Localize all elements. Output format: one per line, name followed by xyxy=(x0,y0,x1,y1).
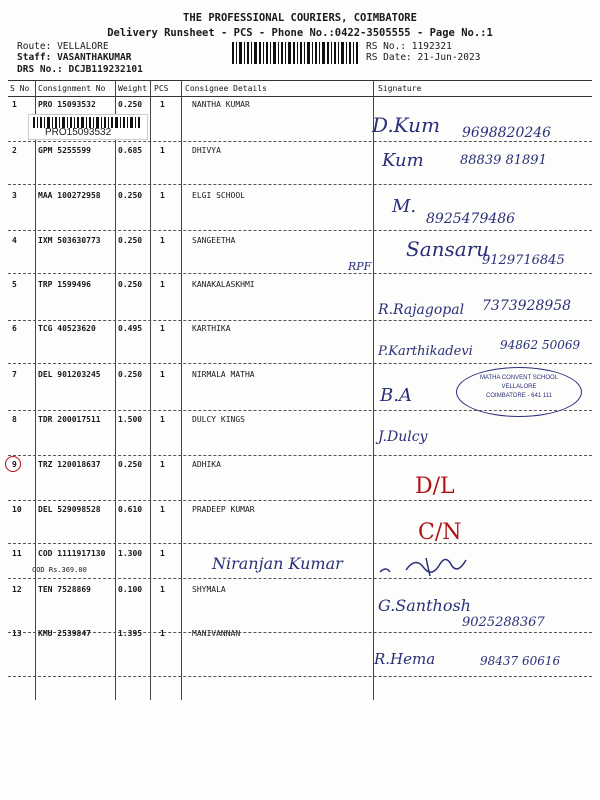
phone-note: 9025288367 xyxy=(462,615,545,630)
route-value: VELLALORE xyxy=(57,41,109,52)
consignee-handwritten: Niranjan Kumar xyxy=(212,554,343,573)
row-weight: 1.395 xyxy=(118,629,143,638)
row-weight: 0.250 xyxy=(118,100,143,109)
row-consignment: KMU 2539847 xyxy=(38,629,91,638)
row-consignee: MANIVANNAN xyxy=(192,629,241,638)
row-sno: 6 xyxy=(12,324,17,333)
row-consignee: SANGEETHA xyxy=(192,236,236,245)
col-header-sno: S No xyxy=(10,84,30,93)
drs-line xyxy=(17,64,143,75)
stamp-line: VELLALORE xyxy=(501,384,537,390)
col-divider xyxy=(35,80,36,700)
row-sno: 3 xyxy=(12,191,17,200)
table-top-rule xyxy=(8,80,592,81)
row-consignee: NANTHA KUMAR xyxy=(192,100,250,109)
row-consignment: PRO 15093532 xyxy=(38,100,96,109)
row-separator xyxy=(8,320,592,321)
row-sno: 11 xyxy=(12,549,22,558)
col-header-pcs: PCS xyxy=(154,84,169,93)
row-pcs: 1 xyxy=(160,191,165,200)
row-pcs: 1 xyxy=(160,585,165,594)
row-pcs: 1 xyxy=(160,629,165,638)
phone-note: 94862 50069 xyxy=(500,338,581,352)
signature: Sansaru xyxy=(406,237,490,261)
row-sno: 1 xyxy=(12,100,17,109)
col-divider xyxy=(181,80,182,700)
signature: B.A xyxy=(380,385,412,406)
row-weight: 1.500 xyxy=(118,415,143,424)
rs-no-value: 1192321 xyxy=(411,41,452,52)
row-consignee: SHYMALA xyxy=(192,585,226,594)
signature: D.Kum xyxy=(372,113,441,137)
row-consignee: NIRMALA MATHA xyxy=(192,370,255,379)
row-weight: 0.685 xyxy=(118,146,143,155)
row-weight: 0.610 xyxy=(118,505,143,514)
row-consignment: TDR 200017511 xyxy=(38,415,101,424)
rs-date-value: 21-Jun-2023 xyxy=(417,52,481,63)
row-consignee: ADHIKA xyxy=(192,460,221,469)
table-header-rule xyxy=(8,96,592,97)
signature: G.Santhosh xyxy=(378,596,471,615)
row-pcs: 1 xyxy=(160,415,165,424)
signature: M. xyxy=(392,196,417,217)
row-pcs: 1 xyxy=(160,549,165,558)
staff-label: Staff: xyxy=(17,52,52,63)
row-separator xyxy=(8,500,592,501)
row-consignment: DEL 529098528 xyxy=(38,505,101,514)
signature-scribble xyxy=(376,552,496,580)
signature: C/N xyxy=(418,520,462,545)
row-weight: 0.250 xyxy=(118,280,143,289)
row-sno: 10 xyxy=(12,505,22,514)
row-consignment: TEN 7528869 xyxy=(38,585,91,594)
col-divider xyxy=(115,80,116,700)
rs-date-label: RS Date: xyxy=(366,52,412,63)
row-consignment: TRP 1599496 xyxy=(38,280,91,289)
row-separator xyxy=(8,363,592,364)
col-divider xyxy=(150,80,151,700)
row-consignee: KANAKALASKHMI xyxy=(192,280,255,289)
row-consignee: KARTHIKA xyxy=(192,324,231,333)
row-separator xyxy=(8,410,592,411)
row-sno: 7 xyxy=(12,370,17,379)
rpf-note: RPF xyxy=(348,260,372,273)
barcode-sticker xyxy=(28,114,148,140)
runsheet-subtitle: Delivery Runsheet - PCS - Phone No.:0422-3505555 - Page No.:1 xyxy=(107,27,493,39)
route-line xyxy=(17,41,109,52)
row-consignment: TRZ 120018637 xyxy=(38,460,101,469)
row-sno: 9 xyxy=(12,460,17,469)
signature: R.Hema xyxy=(374,650,436,668)
row-separator xyxy=(8,455,592,456)
row-pcs: 1 xyxy=(160,324,165,333)
phone-note: 88839 81891 xyxy=(460,153,547,168)
row-consignment: COD 1111917130 xyxy=(38,549,106,558)
cod-amount: COD Rs.369.00 xyxy=(32,566,87,574)
col-header-consignment: Consignment No xyxy=(38,84,106,93)
row-pcs: 1 xyxy=(160,236,165,245)
row-consignee: DULCY KINGS xyxy=(192,415,245,424)
signature: J.Dulcy xyxy=(378,429,428,445)
row-weight: 1.300 xyxy=(118,549,143,558)
staff-value: VASANTHAKUMAR xyxy=(57,52,132,63)
phone-note: 9129716845 xyxy=(482,253,565,268)
row-consignee: ELGI SCHOOL xyxy=(192,191,245,200)
row-pcs: 1 xyxy=(160,100,165,109)
rs-date-line xyxy=(366,52,480,63)
row-pcs: 1 xyxy=(160,460,165,469)
phone-note: 98437 60616 xyxy=(480,654,561,668)
row-separator xyxy=(8,543,592,544)
row-pcs: 1 xyxy=(160,280,165,289)
row-separator xyxy=(8,578,592,579)
rs-no-line xyxy=(366,41,452,52)
phone-note: 8925479486 xyxy=(426,211,516,227)
row-sno: 4 xyxy=(12,236,17,245)
row-pcs: 1 xyxy=(160,146,165,155)
drs-value: DCJB119232101 xyxy=(68,64,143,75)
signature: R.Rajagopal xyxy=(378,302,465,318)
runsheet-barcode xyxy=(232,42,358,64)
row-consignee: PRADEEP KUMAR xyxy=(192,505,255,514)
drs-label: DRS No.: xyxy=(17,64,63,75)
rs-no-label: RS No.: xyxy=(366,41,407,52)
row-weight: 0.250 xyxy=(118,460,143,469)
row-consignee: DHIVYA xyxy=(192,146,221,155)
row-sno: 5 xyxy=(12,280,17,289)
row-pcs: 1 xyxy=(160,370,165,379)
row-pcs: 1 xyxy=(160,505,165,514)
col-header-weight: Weight xyxy=(118,84,147,93)
row-weight: 0.100 xyxy=(118,585,143,594)
staff-line xyxy=(17,52,131,63)
stamp-line: COIMBATORE - 641 111 xyxy=(486,393,552,399)
row-consignment: MAA 100272958 xyxy=(38,191,101,200)
row-weight: 0.250 xyxy=(118,370,143,379)
row-sno: 13 xyxy=(12,629,22,638)
row-sno: 8 xyxy=(12,415,17,424)
signature: P.Karthikadevi xyxy=(378,344,473,359)
row-weight: 0.250 xyxy=(118,236,143,245)
row-consignment: DEL 901203245 xyxy=(38,370,101,379)
row-consignment: TCG 40523620 xyxy=(38,324,96,333)
row-separator xyxy=(8,184,592,185)
row-separator xyxy=(8,632,592,633)
col-divider xyxy=(373,80,374,700)
row-separator xyxy=(8,230,592,231)
row-consignment: GPM 5255599 xyxy=(38,146,91,155)
col-header-signature: Signature xyxy=(378,84,422,93)
signature: Kum xyxy=(382,150,424,171)
signature: D/L xyxy=(415,474,455,499)
stamp-line: MATHA CONVENT SCHOOL xyxy=(479,375,559,381)
row-separator xyxy=(8,676,592,677)
route-label: Route: xyxy=(17,41,52,52)
phone-note: 9698820246 xyxy=(462,125,552,141)
col-header-consignee: Consignee Details xyxy=(185,84,267,93)
row-separator xyxy=(8,273,592,274)
row-weight: 0.495 xyxy=(118,324,143,333)
row-sno: 2 xyxy=(12,146,17,155)
sticker-text: PRO15093532 xyxy=(45,127,112,138)
row-weight: 0.250 xyxy=(118,191,143,200)
row-separator xyxy=(8,141,592,142)
row-consignment: IXM 503630773 xyxy=(38,236,101,245)
row-sno: 12 xyxy=(12,585,22,594)
phone-note: 7373928958 xyxy=(482,298,572,314)
company-title: THE PROFESSIONAL COURIERS, COIMBATORE xyxy=(183,12,417,24)
